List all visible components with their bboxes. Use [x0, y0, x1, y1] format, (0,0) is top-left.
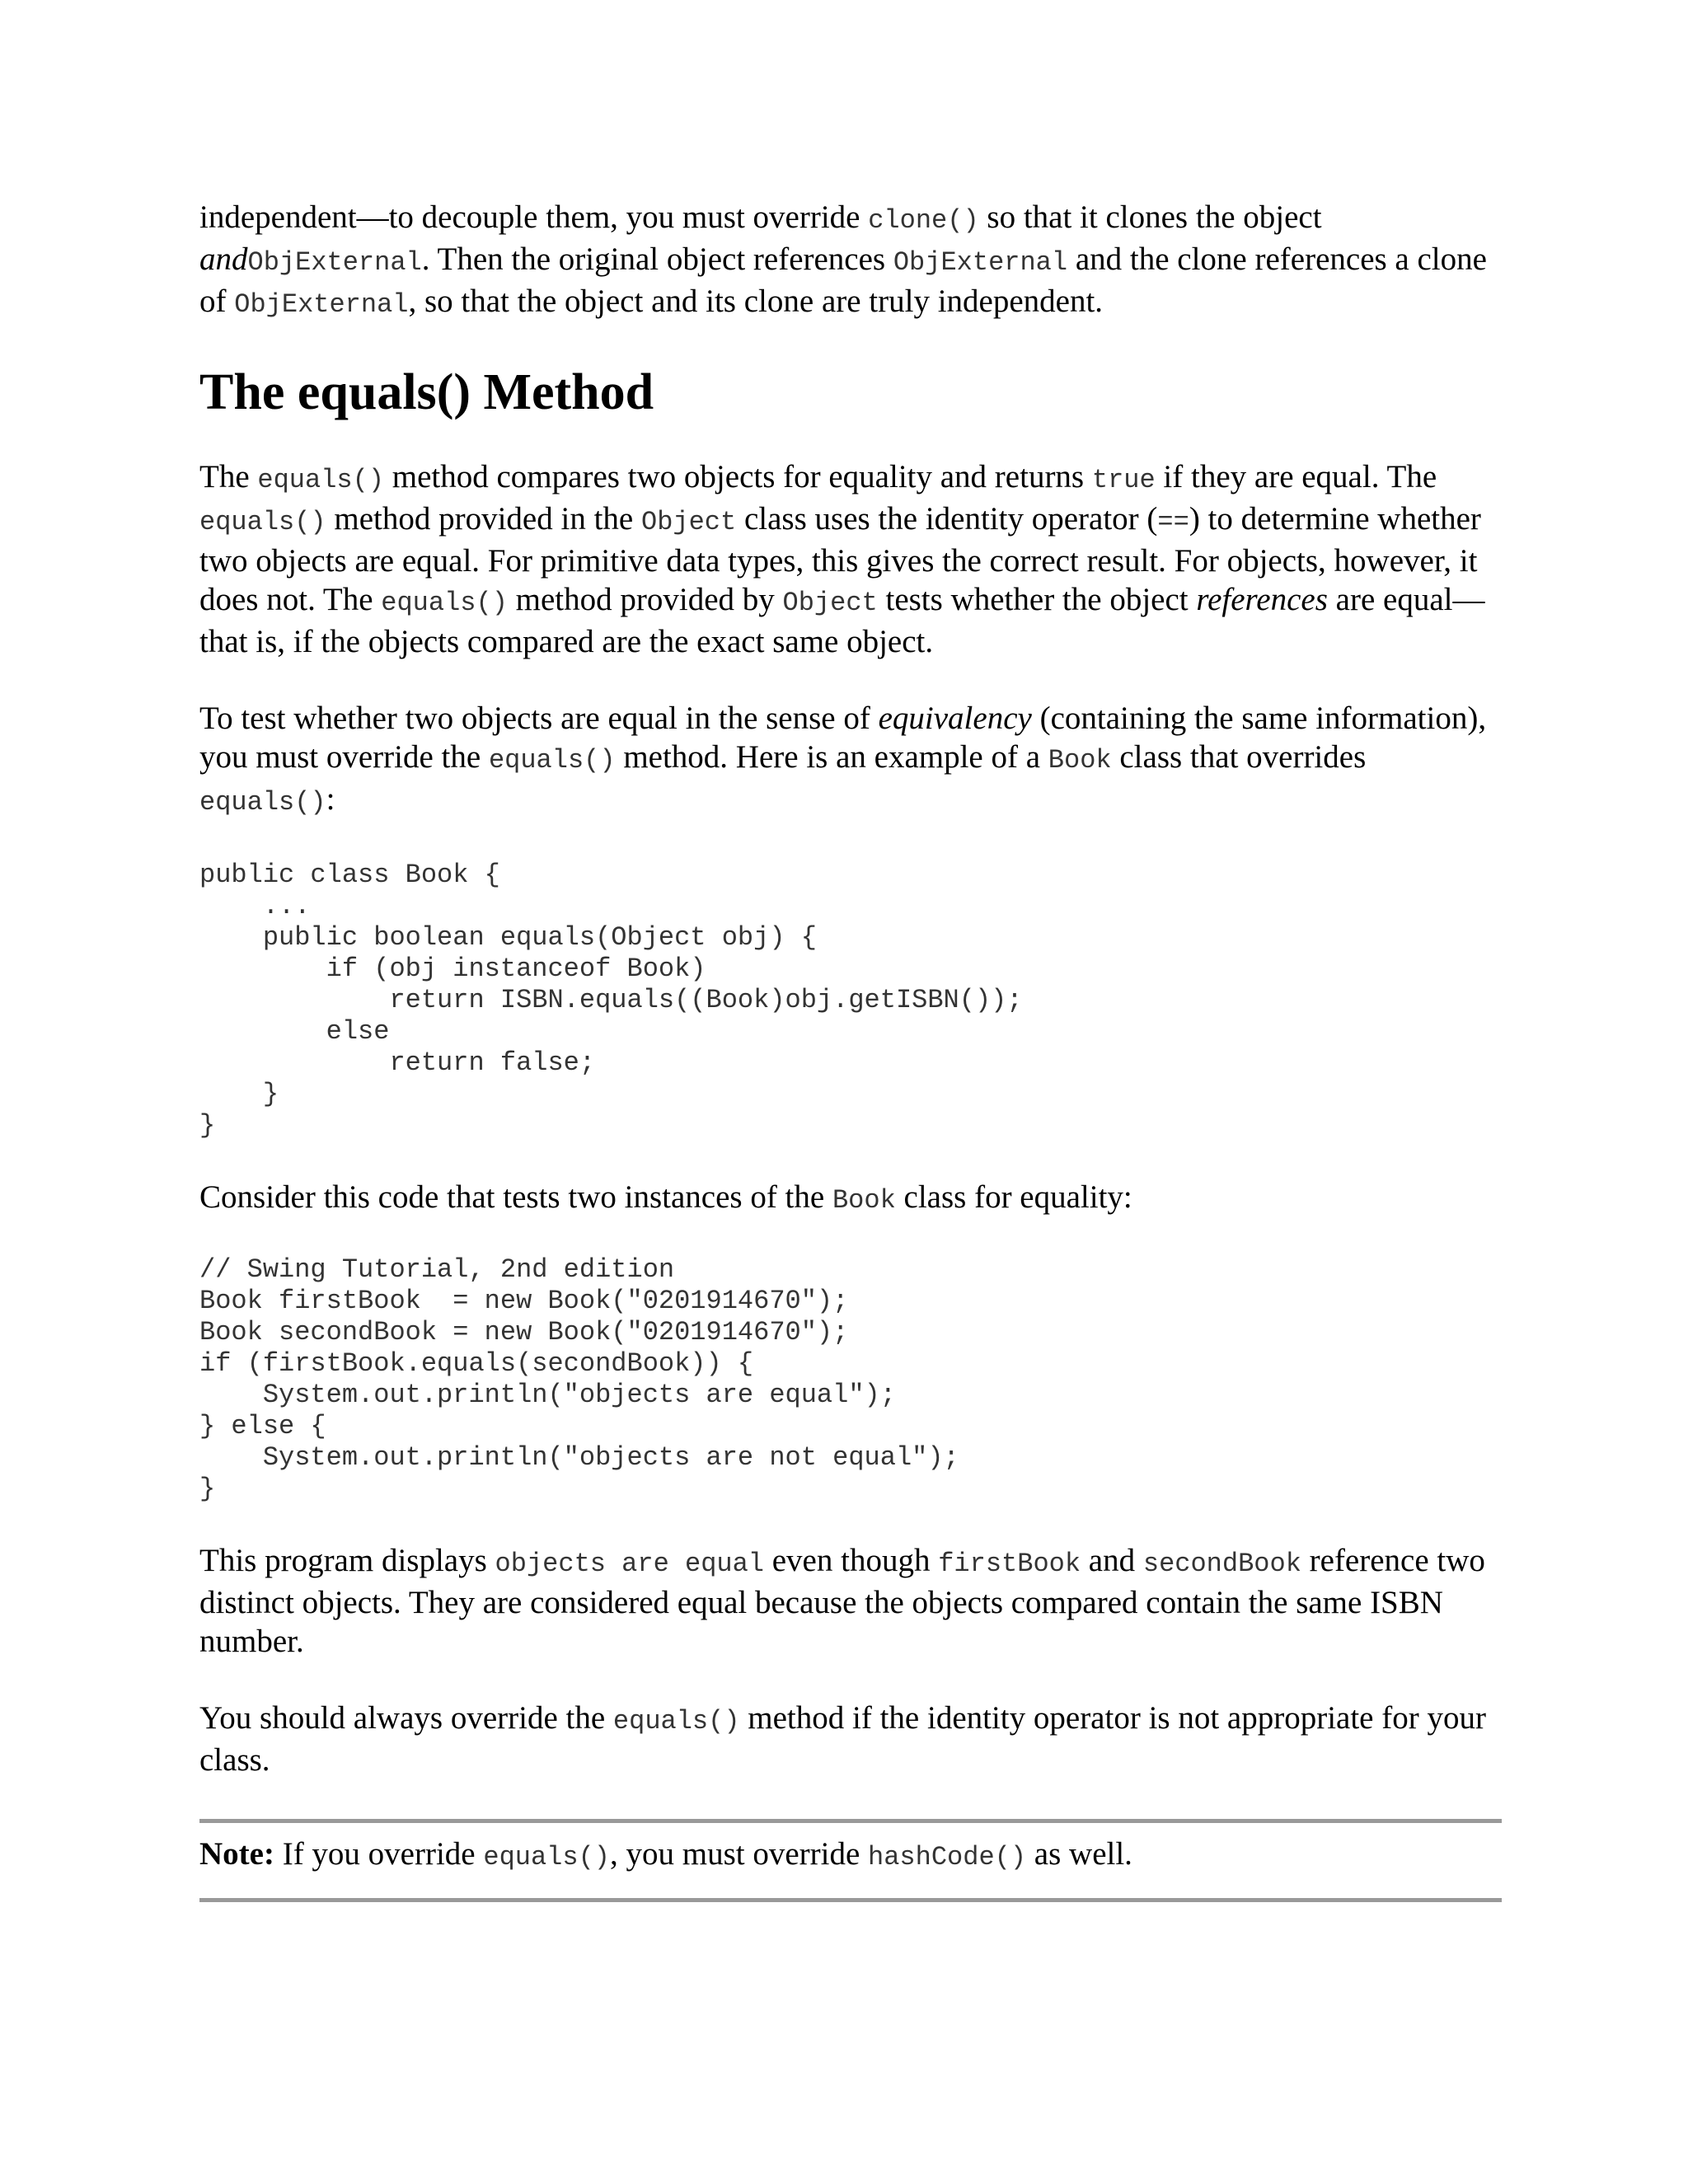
note-text-3: as well.: [1026, 1836, 1132, 1872]
p4-code-objects-are-equal: objects are equal: [495, 1549, 764, 1579]
p1-code-object-2: Object: [782, 588, 878, 618]
document-page: [199, 198, 1502, 1902]
p2-code-book: Book: [1048, 745, 1112, 776]
p1-text-7: method provided by: [507, 582, 783, 617]
p1-references-emphasis: references: [1196, 582, 1328, 617]
intro-text-5: , so that the object and its clone are truly independent.: [408, 284, 1104, 319]
p1-text-5: class uses the identity operator (: [736, 501, 1158, 537]
p2-equivalency-emphasis: equivalency: [878, 701, 1032, 736]
p1-text-3: if they are equal. The: [1155, 459, 1437, 494]
p4-text-2: even though: [764, 1543, 939, 1578]
note-label: Note:: [199, 1836, 274, 1872]
p4-code-secondbook: secondBook: [1142, 1549, 1301, 1579]
book-class-code-block: public class Book { ... public boolean equals(Object obj) { if (obj instanceof Book) return ISBN.equals((Book)obj.getISBN()); else return false; } }: [199, 860, 1023, 1141]
p2-code-equals-1: equals(): [488, 745, 616, 776]
note-code-equals: equals(): [483, 1842, 610, 1872]
intro-paragraph: [199, 198, 1502, 324]
p4-text-3: and: [1081, 1543, 1143, 1578]
note-text-2: , you must override: [609, 1836, 869, 1872]
p5-code-equals: equals(): [612, 1706, 740, 1736]
p1-code-identity-operator: ==: [1157, 507, 1189, 537]
p2-text-5: :: [326, 781, 335, 817]
consider-paragraph: [199, 1178, 1502, 1220]
note-text-1: If you override: [274, 1836, 484, 1872]
p1-text-2: method compares two objects for equality and returns: [384, 459, 1092, 494]
p4-text-4: reference two distinct objects. They are considered equal because the objects compared contain the same ISBN number.: [199, 1543, 1485, 1659]
p4-code-firstbook: firstBook: [938, 1549, 1081, 1579]
advice-paragraph: [199, 1699, 1502, 1779]
p1-code-true: true: [1091, 465, 1156, 495]
p1-text-8: tests whether the object: [877, 582, 1197, 617]
p2-text-1: To test whether two objects are equal in the sense of: [199, 701, 879, 736]
p4-text-1: This program displays: [199, 1543, 495, 1578]
p3-text-1: Consider this code that tests two instances of the: [199, 1179, 832, 1215]
p2-text-2: (containing the same information), you must override the: [199, 701, 1487, 775]
objexternal-code-2: ObjExternal: [893, 247, 1068, 278]
p1-code-equals-3: equals(): [381, 588, 508, 618]
intro-text-3: . Then the original object references: [421, 241, 893, 277]
p5-text-1: You should always override the: [199, 1700, 613, 1736]
note-paragraph: [199, 1835, 1502, 1877]
section-heading: The equals() Method: [199, 364, 654, 420]
program-output-paragraph: [199, 1541, 1502, 1661]
p1-text-1: The: [199, 459, 258, 494]
p1-text-6: ) to determine whether two objects are equal. For primitive data types, this gives the correct result. For objects, however, it does not. The: [199, 501, 1481, 617]
p2-code-equals-2: equals(): [199, 787, 326, 818]
p1-code-equals-2: equals(): [199, 507, 326, 537]
p3-code-book: Book: [832, 1185, 896, 1216]
intro-text-1: independent—to decouple them, you must override: [199, 199, 869, 235]
p1-text-4: method provided in the: [326, 501, 641, 537]
equality-test-code-block: // Swing Tutorial, 2nd edition Book firstBook = new Book("0201914670"); Book secondBook = new Book("0201914670"); if (firstBook.equals(secondBook)) { System.out.println("objects are equal"); } else { System.out.println("objects are not equal"); }: [199, 1254, 959, 1504]
objexternal-code-1: ObjExternal: [247, 247, 422, 278]
p1-text-9: are equal—that is, if the objects compared are the exact same object.: [199, 582, 1485, 659]
p1-code-equals-1: equals(): [257, 465, 385, 495]
note-box: [199, 1819, 1502, 1902]
clone-code: clone(): [868, 205, 979, 236]
intro-text-2: so that it clones the object: [978, 199, 1322, 235]
p3-text-2: class for equality:: [895, 1179, 1132, 1215]
p2-text-3: method. Here is an example of a: [615, 739, 1048, 775]
p2-text-4: class that overrides: [1111, 739, 1367, 775]
p1-code-object-1: Object: [640, 507, 737, 537]
p5-text-2: method if the identity operator is not appropriate for your class.: [199, 1700, 1486, 1778]
and-emphasis: and: [199, 241, 248, 277]
equivalency-paragraph: [199, 699, 1502, 822]
equals-description-paragraph: [199, 457, 1502, 661]
note-code-hashcode: hashCode(): [868, 1842, 1027, 1872]
objexternal-code-3: ObjExternal: [234, 289, 409, 320]
intro-text-4: and the clone references a clone of: [199, 241, 1487, 319]
